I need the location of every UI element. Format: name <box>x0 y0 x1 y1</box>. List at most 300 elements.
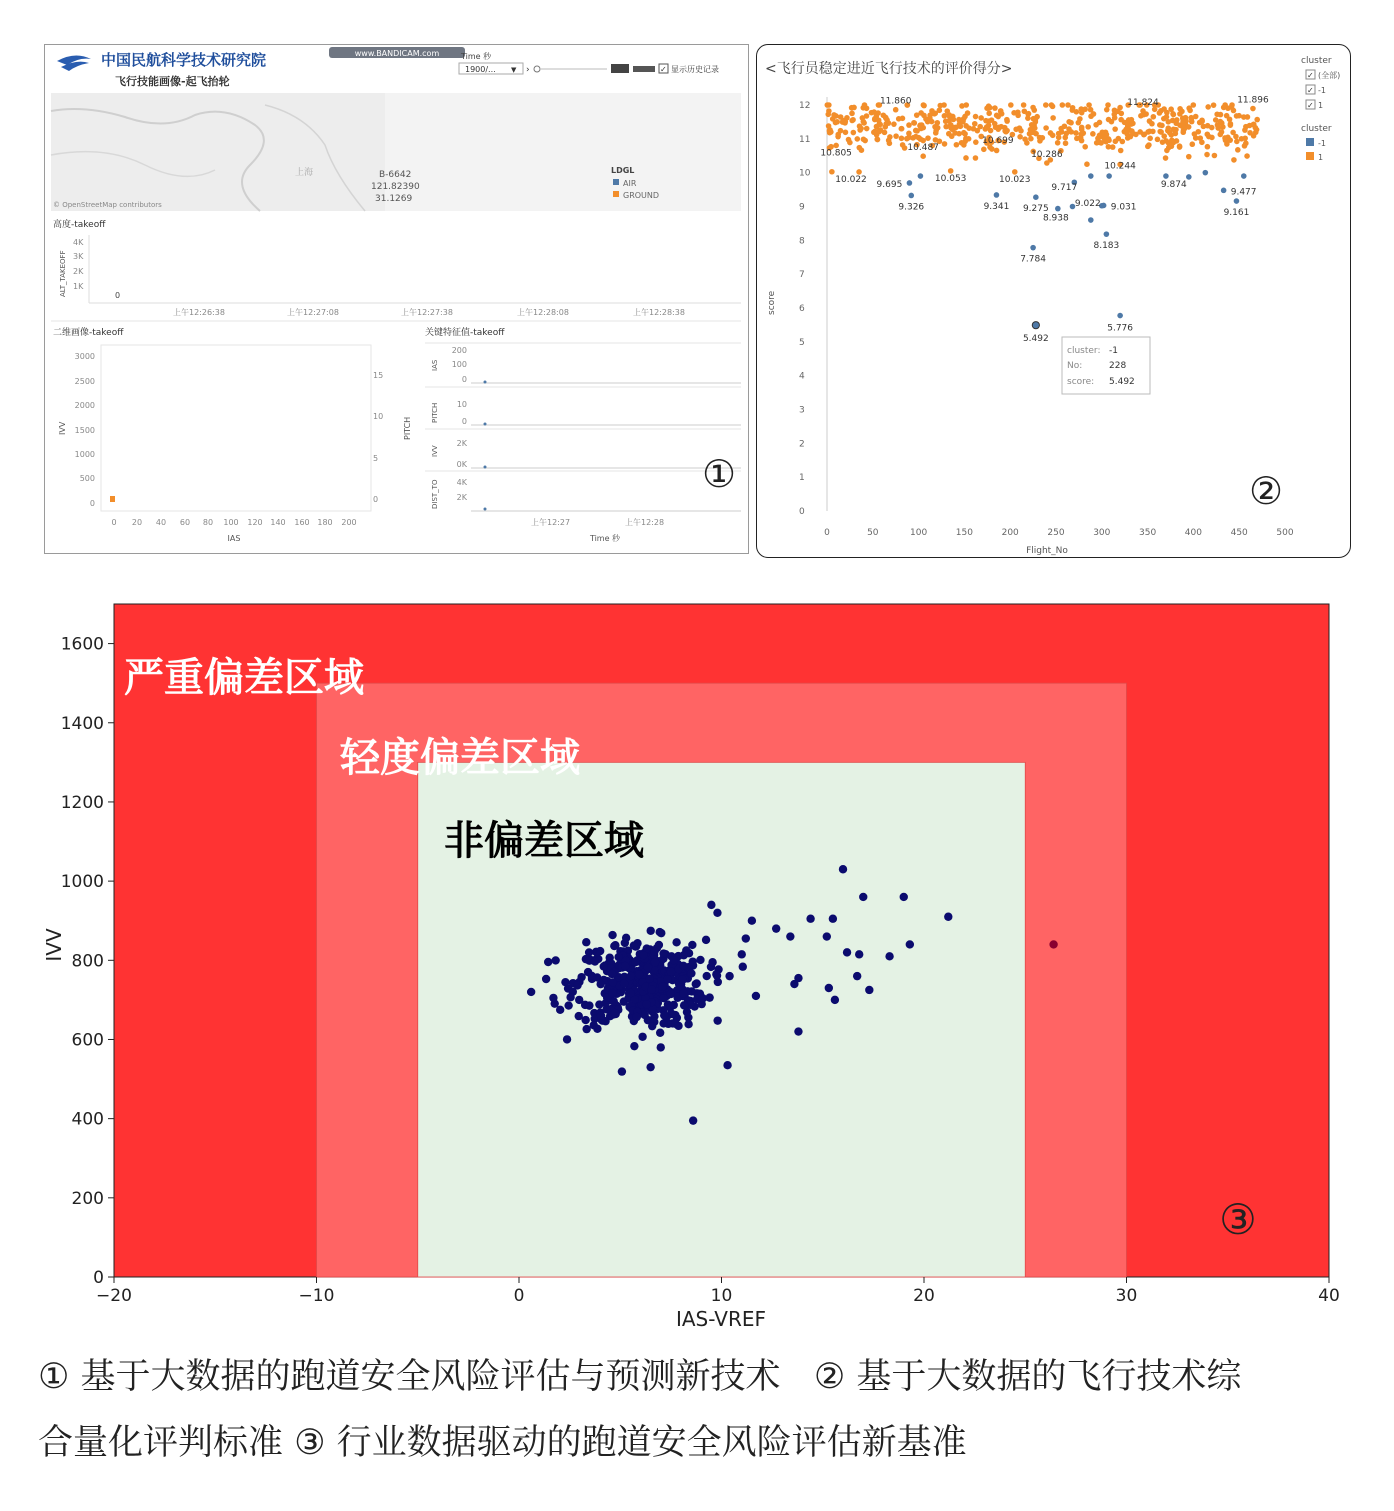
score-point-cluster-1 <box>914 112 920 118</box>
legend-swatch-air <box>613 179 619 185</box>
score-point-cluster-1 <box>943 124 949 130</box>
score-point-cluster-neg1[interactable] <box>1117 313 1123 319</box>
score-point-cluster-1 <box>1158 129 1164 135</box>
playback-controls-icon[interactable] <box>611 64 629 73</box>
ivv-point <box>707 901 715 909</box>
score-point-cluster-1 <box>1050 104 1056 110</box>
score-point-cluster-1 <box>1091 111 1097 117</box>
alt-chart-title: 高度-takeoff <box>53 220 106 230</box>
ias-vref-x-label: IAS-VREF <box>675 1307 767 1331</box>
ivv-point <box>561 978 569 986</box>
ivv-point <box>671 1020 679 1028</box>
score-point-cluster-neg1[interactable] <box>908 193 914 199</box>
dashboard-subtitle: 飞行技能画像-起飞抬轮 <box>115 75 230 88</box>
score-point-cluster-1 <box>1177 144 1183 150</box>
ivv-point <box>584 968 592 976</box>
score-point-cluster-1 <box>886 138 892 144</box>
score-point-cluster-1 <box>899 135 905 141</box>
time-x-label: Time 秒 <box>589 534 621 543</box>
map-aircraft-id: B-6642 <box>379 170 412 180</box>
score-point-cluster-1 <box>1189 141 1195 147</box>
data-label: 8.938 <box>1042 213 1069 224</box>
strip-tick: 10 <box>456 400 467 409</box>
filter-title: cluster <box>1301 56 1332 66</box>
score-point-cluster-1 <box>1250 106 1256 112</box>
score-point-cluster-1 <box>1124 131 1130 137</box>
ivv-ytick: 2500 <box>74 377 95 386</box>
ivv-point-outlier <box>1049 940 1057 948</box>
score-point-cluster-1 <box>1168 106 1174 112</box>
score-point-cluster-1 <box>1140 108 1146 114</box>
tooltip-value: -1 <box>1109 346 1118 356</box>
score-point-cluster-neg1[interactable] <box>907 180 913 186</box>
score-point-cluster-1 <box>1073 130 1079 136</box>
alt-xtick: 上午12:28:08 <box>517 308 569 317</box>
data-label: 11.896 <box>1237 95 1269 106</box>
score-point-cluster-1 <box>862 102 868 108</box>
ias-xtick: 180 <box>317 518 333 527</box>
ivv-point <box>656 1029 664 1037</box>
score-point-cluster-1 <box>857 127 863 133</box>
score-point-cluster-1 <box>1021 102 1027 108</box>
score-point-cluster-1 <box>972 121 978 127</box>
ivv-point <box>608 970 616 978</box>
map-legend-title: LDGL <box>611 166 635 175</box>
y-tick-label: 6 <box>799 304 805 314</box>
ivv-point <box>786 932 794 940</box>
score-point-cluster-1 <box>1028 136 1034 142</box>
ivv-point <box>839 865 847 873</box>
score-point-cluster-neg1[interactable] <box>1032 322 1039 329</box>
score-point-cluster-1 <box>1115 108 1121 114</box>
score-point-cluster-1 <box>1085 124 1091 130</box>
ias-xticks <box>111 518 356 527</box>
strip-label: PITCH <box>431 402 439 423</box>
score-point-cluster-neg1[interactable] <box>1106 173 1112 179</box>
ivv-point <box>702 936 710 944</box>
score-point-cluster-1 <box>882 124 888 130</box>
data-label: 10.487 <box>907 143 939 154</box>
score-point-cluster-1 <box>1151 114 1157 120</box>
alt-y-label: ALT_TAKEOFF <box>59 250 67 297</box>
risk-panel <box>40 590 1360 1340</box>
ivv-point <box>692 979 700 987</box>
ivv-point <box>713 971 721 979</box>
ivv-point <box>597 1012 605 1020</box>
score-point-cluster-1 <box>893 133 899 139</box>
score-point-cluster-1 <box>1164 148 1170 154</box>
score-point-cluster-neg1[interactable] <box>1088 173 1094 179</box>
score-point-cluster-1 <box>1050 115 1056 121</box>
slider-handle[interactable] <box>534 66 540 72</box>
score-point-cluster-1 <box>843 129 849 135</box>
strip-label: IVV <box>431 445 439 457</box>
score-point-cluster-1 <box>835 132 841 138</box>
score-point-cluster-1 <box>1223 137 1229 143</box>
ias-xtick: 140 <box>270 518 286 527</box>
time-select-value: 1900/... <box>465 65 496 74</box>
score-point-cluster-1 <box>921 102 927 108</box>
score-point-cluster-1 <box>992 105 998 111</box>
score-point-cluster-1 <box>859 147 865 153</box>
score-point-cluster-1 <box>1079 110 1085 116</box>
score-point-cluster-1 <box>874 136 880 142</box>
logo-text: 中国民航科学技术研究院 <box>101 51 267 69</box>
score-point-cluster-1 <box>1104 132 1110 138</box>
score-point-cluster-neg1[interactable] <box>1221 188 1227 194</box>
score-point-cluster-1 <box>1163 155 1169 161</box>
score-point-cluster-1 <box>1011 110 1017 116</box>
x-tick-label: 450 <box>1230 528 1248 538</box>
score-point-cluster-1 <box>965 110 971 116</box>
x-tick-label: 100 <box>910 528 928 538</box>
score-point-cluster-1 <box>1167 130 1173 136</box>
time-xtick: 上午12:27 <box>531 518 571 527</box>
ias-xtick: 100 <box>223 518 239 527</box>
score-y-label: score <box>767 290 777 315</box>
score-point-cluster-1 <box>1033 117 1039 123</box>
ivv-point <box>575 1012 583 1020</box>
ivv-point <box>633 1013 641 1021</box>
ivv-point <box>944 913 952 921</box>
y-tick-label: 2 <box>799 439 805 450</box>
score-point-cluster-1 <box>1080 130 1086 136</box>
score-point-cluster-1 <box>1180 118 1186 124</box>
ias-xtick: 160 <box>294 518 310 527</box>
score-point-cluster-1 <box>951 117 957 123</box>
score-point-cluster-1 <box>850 117 856 123</box>
ivv-point <box>742 934 750 942</box>
score-point-cluster-1 <box>986 110 992 116</box>
score-point-cluster-1 <box>1145 129 1151 135</box>
map-aircraft-lon: 121.82390 <box>371 182 420 192</box>
pitch-ticks <box>373 371 383 504</box>
ivv-point <box>660 1011 668 1019</box>
score-point-cluster-neg1[interactable] <box>994 192 1000 198</box>
data-label: 9.022 <box>1074 198 1101 209</box>
legend-label-air: AIR <box>623 179 637 188</box>
score-point-cluster-neg1[interactable] <box>1101 203 1107 209</box>
x-tick-label: 50 <box>867 528 879 538</box>
data-label: 9.874 <box>1160 179 1187 190</box>
ivv-point <box>660 994 668 1002</box>
score-point-cluster-1 <box>1116 136 1122 142</box>
filter-label: (全部) <box>1318 71 1341 80</box>
ivv-point <box>687 969 695 977</box>
score-point-cluster-1 <box>851 130 857 136</box>
score-point-cluster-1 <box>943 118 949 124</box>
score-point-cluster-1 <box>834 119 840 125</box>
alt-xticks <box>173 307 685 317</box>
data-label: 11.860 <box>879 96 912 107</box>
caption-line-2: 合量化评判标准 ③ 行业数据驱动的跑道安全风险评估新基准 <box>38 1423 967 1463</box>
score-point-cluster-1 <box>904 136 910 142</box>
data-label: 10.053 <box>934 173 967 184</box>
x-tick-label: 300 <box>1093 528 1111 538</box>
score-point-cluster-1 <box>1040 135 1046 141</box>
time-xtick: 上午12:28 <box>625 518 665 527</box>
x-tick-label: −10 <box>298 1286 335 1306</box>
score-point-cluster-1 <box>973 114 979 120</box>
ivv-ytick: 1000 <box>74 450 95 459</box>
score-point-cluster-1 <box>1169 137 1175 143</box>
check-icon: ✓ <box>1307 71 1314 80</box>
score-point-cluster-1 <box>1118 148 1124 154</box>
score-point-cluster-neg1[interactable] <box>1186 174 1192 180</box>
y-tick-label: 1200 <box>60 792 104 813</box>
score-point-cluster-1 <box>906 122 912 128</box>
ias-xtick: 20 <box>131 518 143 527</box>
score-point-cluster-1 <box>963 102 969 108</box>
score-point-cluster-1 <box>1055 140 1061 146</box>
y-tick-label: 0 <box>799 507 805 517</box>
ivv-point <box>684 1020 692 1028</box>
score-point-cluster-1 <box>983 118 989 124</box>
score-point-cluster-1 <box>883 115 889 121</box>
ivv-point <box>683 1008 691 1016</box>
tooltip-key: cluster: <box>1067 346 1101 356</box>
legend-label-ground: GROUND <box>623 191 660 200</box>
strip-point <box>484 466 487 469</box>
score-point-cluster-1 <box>1104 107 1110 113</box>
y-tick-label: 11 <box>799 134 811 145</box>
score-point-cluster-1 <box>1070 107 1076 113</box>
ivv-point <box>825 984 833 992</box>
strip-ivv <box>425 429 741 469</box>
score-point-cluster-1 <box>1112 115 1118 121</box>
x-tick-label: 40 <box>1318 1286 1340 1306</box>
data-label: 5.776 <box>1107 323 1134 334</box>
ias-xtick: 200 <box>341 518 357 527</box>
score-point-cluster-1 <box>1147 136 1153 142</box>
score-point-cluster-1 <box>1254 117 1260 123</box>
score-point-cluster-1 <box>1177 106 1183 112</box>
score-point-cluster-1 <box>920 153 926 159</box>
ivv-point <box>885 952 893 960</box>
y-tick-label: 800 <box>71 951 104 972</box>
ivv-point <box>621 962 629 970</box>
alt-ytick: 4K <box>73 238 84 247</box>
score-point-cluster-1 <box>1161 116 1167 122</box>
tooltip <box>1062 337 1150 394</box>
score-point-cluster-1 <box>1065 102 1071 108</box>
ivv-point <box>591 957 599 965</box>
watermark-text: www.BANDICAM.com <box>354 49 440 58</box>
score-point-cluster-1 <box>899 126 905 132</box>
score-point-cluster-1 <box>1193 114 1199 120</box>
score-point-cluster-1 <box>826 123 832 129</box>
filter-item-neg1[interactable] <box>1306 85 1326 95</box>
data-label: 8.183 <box>1093 241 1120 252</box>
ivv-point <box>582 938 590 946</box>
ivv-point <box>622 934 630 942</box>
score-point-cluster-1 <box>925 135 931 141</box>
x-tick-label: 200 <box>1001 528 1019 538</box>
alt-xtick: 上午12:26:38 <box>173 308 225 317</box>
score-point-cluster-1 <box>860 115 866 121</box>
score-chart-svg[interactable] <box>757 45 1350 557</box>
ivv-point <box>739 963 747 971</box>
ivv-point <box>725 972 733 980</box>
ivv-point <box>581 1001 589 1009</box>
score-point-cluster-1 <box>1157 110 1163 116</box>
risk-chart-svg[interactable] <box>40 590 1360 1340</box>
map-credit: © OpenStreetMap contributors <box>53 201 162 209</box>
speed-bars-icon[interactable] <box>633 66 655 72</box>
ivv-point <box>582 1025 590 1033</box>
ivv-point <box>549 994 557 1002</box>
ivv-point <box>658 982 666 990</box>
ivv-point <box>667 990 675 998</box>
ivv-point <box>651 958 659 966</box>
score-point-cluster-1 <box>942 141 948 147</box>
score-point-cluster-neg1[interactable] <box>1033 194 1039 200</box>
score-point-cluster-neg1[interactable] <box>1088 217 1094 223</box>
filter-item-1[interactable] <box>1306 100 1323 110</box>
ivv-chart-title: 二维画像-takeoff <box>53 328 124 338</box>
score-point-cluster-neg1[interactable] <box>1203 170 1209 176</box>
score-point-cluster-1 <box>1044 160 1050 166</box>
zone-label-severe: 严重偏差区域 <box>124 655 364 701</box>
score-point-cluster-1 <box>946 112 952 118</box>
data-label: 10.286 <box>1031 149 1063 160</box>
y-tick-label: 200 <box>71 1188 104 1209</box>
score-point-cluster-1 <box>871 109 877 115</box>
score-point-cluster-1 <box>919 122 925 128</box>
caption-line-1: ① 基于大数据的跑道安全风险评估与预测新技术 ② 基于大数据的飞行技术综 <box>38 1357 1242 1397</box>
y-tick-label: 1000 <box>60 872 104 893</box>
score-point-cluster-neg1[interactable] <box>1104 231 1110 237</box>
score-point-cluster-1 <box>1077 116 1083 122</box>
ivv-point <box>609 978 617 986</box>
ivv-point <box>843 948 851 956</box>
score-point-cluster-1 <box>913 134 919 140</box>
ivv-point <box>689 957 697 965</box>
score-point-cluster-neg1[interactable] <box>1030 245 1036 251</box>
strip-tick: 0 <box>461 417 467 426</box>
data-label: 9.477 <box>1230 187 1257 198</box>
ivv-point <box>110 496 115 502</box>
ivv-point <box>639 951 647 959</box>
ivv-point <box>595 1000 603 1008</box>
score-point-cluster-neg1[interactable] <box>1163 173 1169 179</box>
score-x-label: Flight_No <box>1026 546 1068 556</box>
score-point-cluster-1 <box>1002 125 1008 131</box>
strip-point <box>484 423 487 426</box>
ivv-point <box>620 980 628 988</box>
score-point-cluster-1 <box>978 115 984 121</box>
score-point-cluster-1 <box>956 131 962 137</box>
ivv-point <box>556 1006 564 1014</box>
score-point-cluster-neg1[interactable] <box>1241 173 1247 179</box>
score-point-cluster-1 <box>966 125 972 131</box>
ivv-point <box>713 1016 721 1024</box>
score-point-cluster-neg1[interactable] <box>1234 198 1240 204</box>
alt-value: 0 <box>115 291 121 300</box>
score-point-cluster-1 <box>1126 117 1132 123</box>
score-point-cluster-1 <box>989 146 995 152</box>
ivv-point <box>699 994 707 1002</box>
key-feature-title: 关键特征值-takeoff <box>425 328 505 338</box>
chevron-down-icon: ▼ <box>511 66 517 74</box>
ivv-ytick: 3000 <box>74 352 95 361</box>
data-label: 5.492 <box>1022 334 1049 345</box>
score-point-cluster-1 <box>876 117 882 123</box>
dashboard-panel <box>44 44 749 554</box>
data-label: 9.326 <box>898 202 925 213</box>
score-point-cluster-1 <box>981 147 987 153</box>
check-icon: ✓ <box>1307 86 1314 95</box>
ivv-point <box>679 962 687 970</box>
score-point-cluster-1 <box>1199 117 1205 123</box>
score-point-cluster-1 <box>854 136 860 142</box>
pitch-tick: 5 <box>373 454 379 463</box>
score-point-cluster-neg1[interactable] <box>918 173 924 179</box>
score-point-cluster-1 <box>948 168 954 174</box>
strip-point <box>484 508 487 511</box>
ivv-point <box>563 1035 571 1043</box>
score-point-cluster-1 <box>1022 136 1028 142</box>
score-point-cluster-1 <box>1217 132 1223 138</box>
ivv-point <box>566 993 574 1001</box>
strip-tick: 200 <box>451 346 467 355</box>
ivv-point <box>564 1001 572 1009</box>
score-point-cluster-1 <box>1205 104 1211 110</box>
score-point-cluster-1 <box>842 119 848 125</box>
ivv-ytick: 500 <box>79 474 95 483</box>
ivv-point <box>855 950 863 958</box>
score-point-cluster-1 <box>1056 131 1062 137</box>
ivv-point <box>626 989 634 997</box>
zone-label-none: 非偏差区域 <box>444 818 644 864</box>
strip-tick: 2K <box>456 493 467 502</box>
ivv-ytick: 1500 <box>74 426 95 435</box>
filter-label: -1 <box>1318 86 1326 95</box>
score-point-cluster-1 <box>824 102 830 108</box>
ivv-plot-area[interactable] <box>101 345 371 511</box>
score-point-cluster-1 <box>927 115 933 121</box>
ivv-point <box>610 942 618 950</box>
ivv-point <box>627 972 635 980</box>
ivv-point <box>657 1043 665 1051</box>
ivv-point <box>672 938 680 946</box>
ivv-point <box>713 909 721 917</box>
x-tick-label: 30 <box>1115 1286 1138 1306</box>
data-label: 9.695 <box>876 179 903 190</box>
x-tick-label: 500 <box>1276 528 1294 538</box>
score-point-cluster-1 <box>1242 127 1248 133</box>
score-point-cluster-1 <box>1048 130 1054 136</box>
ias-xtick: 40 <box>155 518 167 527</box>
ias-xtick: 80 <box>202 518 214 527</box>
ivv-point <box>630 941 638 949</box>
x-tick-label: 10 <box>710 1286 733 1306</box>
score-point-cluster-neg1[interactable] <box>1055 206 1061 212</box>
score-point-cluster-1 <box>831 112 837 118</box>
score-point-cluster-1 <box>933 130 939 136</box>
data-label: 9.717 <box>1051 183 1078 194</box>
x-tick-label: 0 <box>824 528 830 538</box>
alt-xtick: 上午12:27:08 <box>287 308 339 317</box>
score-point-cluster-1 <box>1209 135 1215 141</box>
y-tick-label: 1 <box>799 473 805 484</box>
score-point-cluster-1 <box>856 169 862 175</box>
ivv-ytick: 2000 <box>74 401 95 410</box>
filter-item-all[interactable] <box>1306 70 1340 80</box>
ias-xtick: 120 <box>247 518 263 527</box>
next-arrow-icon[interactable]: › <box>526 65 530 75</box>
score-point-cluster-1 <box>963 155 969 161</box>
